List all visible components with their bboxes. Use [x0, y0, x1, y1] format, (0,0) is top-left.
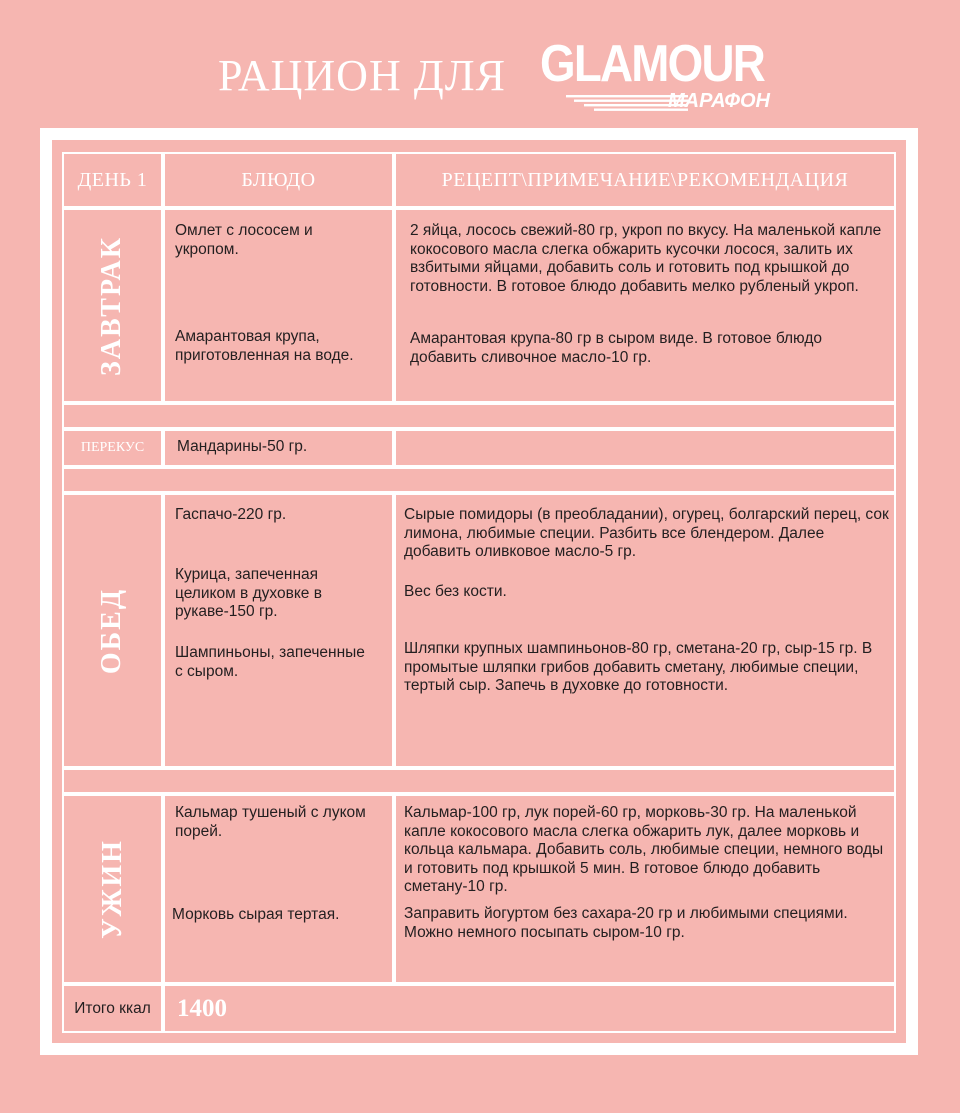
dish-item: Амарантовая крупа, приготовленная на воде. — [175, 328, 354, 364]
meal-label-snack: ПЕРЕКУС — [62, 429, 163, 467]
logo-subtitle: МАРАФОН — [668, 90, 770, 112]
dish-item: Курица, запеченная целиком в духовке в рукаве-150 гр. — [175, 566, 322, 621]
recipe-text: 2 яйца, лосось свежий-80 гр, укроп по вкусу. На маленькой капле кокосового масла слегка обжарить кусочки лосося, залить их взбитыми яйцами, добавить соль и готовить под крышкой до готовности. В готовое блюдо добавить мелко рубленый укроп. — [410, 222, 882, 295]
meal-label-dinner — [62, 794, 163, 984]
recipe-text: Шляпки крупных шампиньонов-80 гр, сметана-20 гр, сыр-15 гр. В промытые шляпки грибов добавить сметану, любимые специи, тертый сыр. Запечь в духовке до готовности. — [404, 640, 873, 695]
row-separator — [62, 403, 896, 429]
dish-item: Морковь сырая тертая. — [172, 906, 340, 923]
meal-label-breakfast — [62, 208, 163, 403]
recipe-cell-snack — [394, 429, 896, 467]
glamour-logo — [540, 36, 770, 114]
column-header-day: ДЕНЬ 1 — [62, 152, 163, 208]
recipe-text: Кальмар-100 гр, лук порей-60 гр, морковь-30 гр. На маленькой капле кокосового масла слегка обжарить лук, далее морковь и кольца кальмара. Добавить соль, любимые специи, немного воды и готовить под крышкой 5 мин. В готовое блюдо добавить сметану-10 гр. — [404, 804, 884, 896]
total-value: 1400 — [163, 984, 896, 1033]
recipe-text: Заправить йогуртом без сахара-20 гр и любимыми специями. Можно немного посыпать сыром-10 гр. — [404, 905, 848, 941]
dish-item: Шампиньоны, запеченные с сыром. — [175, 644, 365, 680]
row-separator — [62, 467, 896, 493]
row-separator — [62, 768, 896, 794]
column-header-dish: БЛЮДО — [163, 152, 394, 208]
recipe-text: Амарантовая крупа-80 гр в сыром виде. В готовое блюдо добавить сливочное масло-10 гр. — [410, 330, 822, 366]
total-label: Итого ккал — [62, 984, 163, 1033]
dish-cell-lunch — [163, 493, 394, 768]
meal-label-text: УЖИН — [96, 839, 128, 939]
logo-wordmark: GLAMOUR — [540, 35, 765, 93]
column-header-recipe: РЕЦЕПТ\ПРИМЕЧАНИЕ\РЕКОМЕНДАЦИЯ — [394, 152, 896, 208]
dish-item: Мандарины-50 гр. — [177, 438, 308, 455]
meal-label-text: ОБЕД — [96, 587, 128, 674]
dish-item: Кальмар тушеный с луком порей. — [175, 804, 366, 840]
dish-item: Омлет с лососем и укропом. — [175, 222, 313, 258]
meal-label-text: ЗАВТРАК — [96, 235, 128, 376]
recipe-text: Вес без кости. — [404, 583, 507, 600]
header — [0, 0, 960, 128]
dish-item: Гаспачо-220 гр. — [175, 506, 287, 523]
meal-label-lunch — [62, 493, 163, 768]
recipe-text: Сырые помидоры (в преобладании), огурец, болгарский перец, сок лимона, любимые специи. Разбить все блендером. Далее добавить оливковое масло-5 гр. — [404, 506, 889, 561]
page-title: РАЦИОН ДЛЯ — [218, 51, 506, 100]
